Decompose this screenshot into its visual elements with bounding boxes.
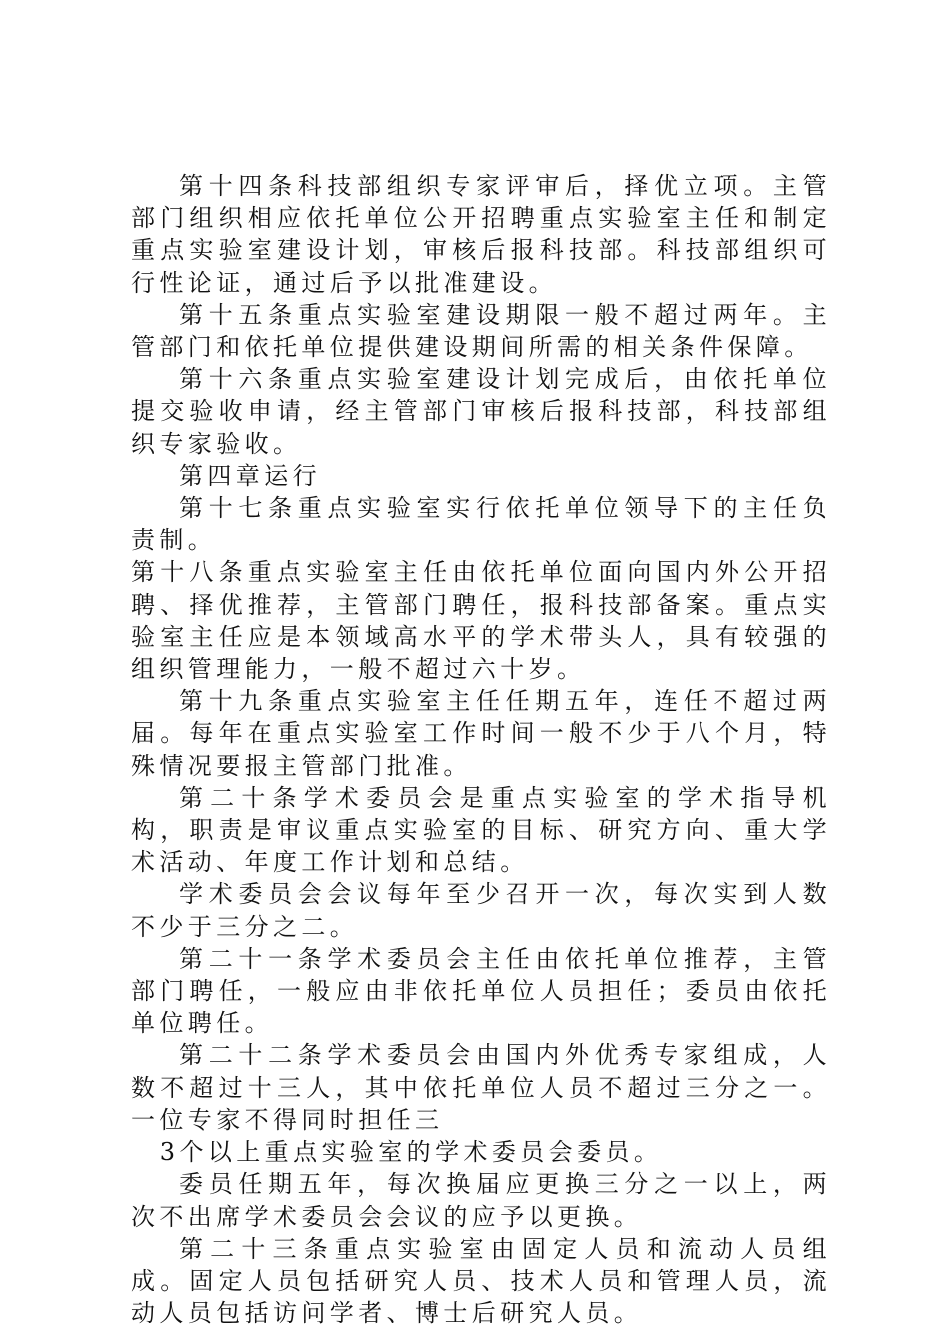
chapter-heading: 第四章运行	[179, 461, 321, 490]
paragraph-article-20: 第二十条学术委员会是重点实验室的学术指导机构，职责是审议重点实验室的目标、研究方向、重大学术活动、年度工作计划和总结。	[131, 783, 831, 877]
paragraph-article-22: 第二十二条学术委员会由国内外优秀专家组成，人数不超过十三人，其中依托单位人员不超过三分之一。一位专家不得同时担任三	[131, 1041, 831, 1134]
paragraph-article-22-continued: 3个以上重点实验室的学术委员会委员。	[159, 1138, 663, 1167]
paragraph-member-term: 委员任期五年，每次换届应更换三分之一以上，两次不出席学术委员会会议的应予以更换。	[131, 1170, 831, 1231]
paragraph-article-21: 第二十一条学术委员会主任由依托单位推荐，主管部门聘任，一般应由非依托单位人员担任；委员由依托单位聘任。	[131, 944, 831, 1038]
paragraph-article-14: 第十四条科技部组织专家评审后，择优立项。主管部门组织相应依托单位公开招聘重点实验室主任和制定重点实验室建设计划，审核后报科技部。科技部组织可行性论证，通过后予以批准建设。	[131, 172, 831, 297]
paragraph-article-23: 第二十三条重点实验室由固定人员和流动人员组成。固定人员包括研究人员、技术人员和管理人员，流动人员包括访问学者、博士后研究人员。	[131, 1234, 831, 1328]
paragraph-article-18: 第十八条重点实验室主任由依托单位面向国内外公开招聘、择优推荐，主管部门聘任，报科技部备案。重点实验室主任应是本领域高水平的学术带头人，具有较强的组织管理能力，一般不超过六十岁。	[131, 558, 831, 684]
paragraph-article-16: 第十六条重点实验室建设计划完成后，由依托单位提交验收申请，经主管部门审核后报科技部，科技部组织专家验收。	[131, 365, 831, 458]
paragraph-article-17: 第十七条重点实验室实行依托单位领导下的主任负责制。	[131, 494, 831, 555]
document-body	[131, 170, 831, 1329]
paragraph-article-15: 第十五条重点实验室建设期限一般不超过两年。主管部门和依托单位提供建设期间所需的相关条件保障。	[131, 300, 831, 362]
paragraph-article-19: 第十九条重点实验室主任任期五年，连任不超过两届。每年在重点实验室工作时间一般不少于八个月，特殊情况要报主管部门批准。	[131, 687, 831, 780]
paragraph-committee-meeting: 学术委员会会议每年至少召开一次，每次实到人数不少于三分之二。	[131, 880, 831, 941]
